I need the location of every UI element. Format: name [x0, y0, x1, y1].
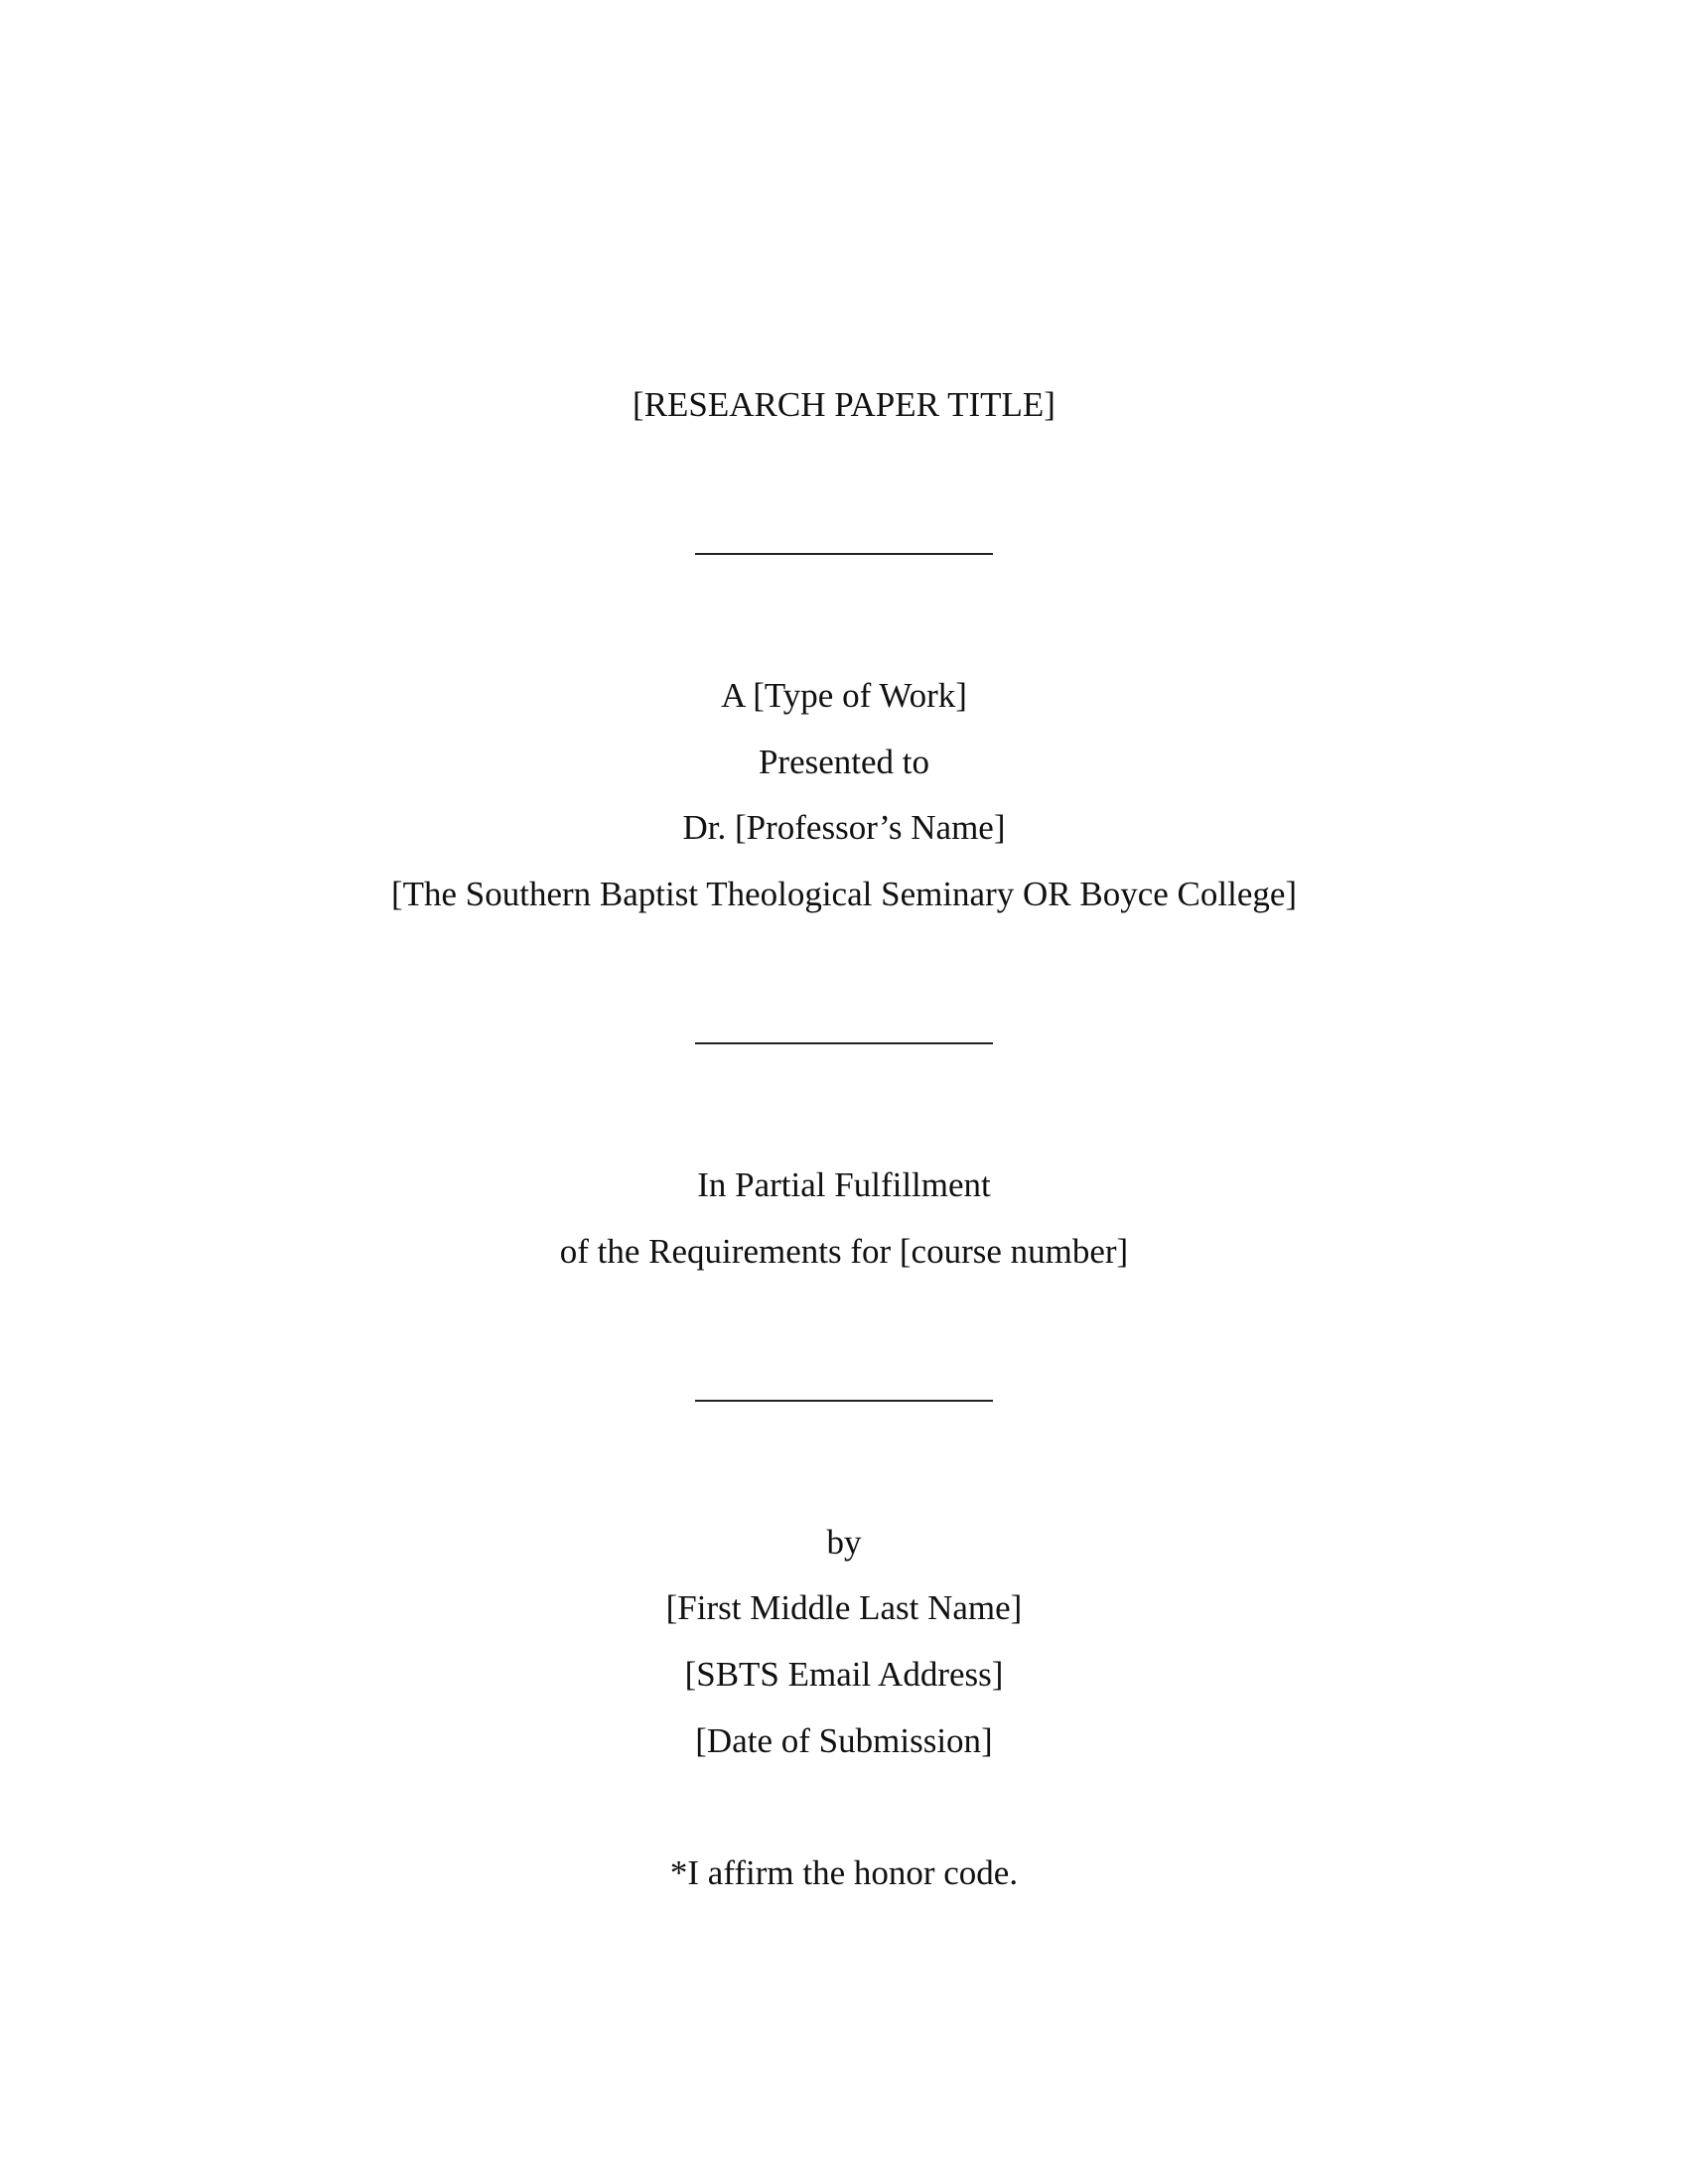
separator-rule-2 — [695, 1042, 993, 1044]
honor-code-affirmation: *I affirm the honor code. — [669, 1853, 1019, 1892]
fulfillment-line-2: of the Requirements for [course number] — [559, 1232, 1129, 1271]
author-email: [SBTS Email Address] — [684, 1655, 1004, 1694]
author-name: [First Middle Last Name] — [665, 1588, 1023, 1627]
institution-name: [The Southern Baptist Theological Seminary OR Boyce College] — [390, 875, 1298, 913]
separator-rule-3 — [695, 1400, 993, 1402]
work-type: A [Type of Work] — [721, 676, 967, 715]
presented-to-label: Presented to — [758, 743, 930, 781]
by-label: by — [826, 1523, 862, 1562]
fulfillment-line-1: In Partial Fulfillment — [697, 1165, 991, 1204]
submission-date: [Date of Submission] — [695, 1721, 993, 1760]
separator-rule-1 — [695, 553, 993, 555]
professor-name: Dr. [Professor’s Name] — [682, 808, 1006, 847]
paper-title: [RESEARCH PAPER TITLE] — [633, 385, 1055, 424]
